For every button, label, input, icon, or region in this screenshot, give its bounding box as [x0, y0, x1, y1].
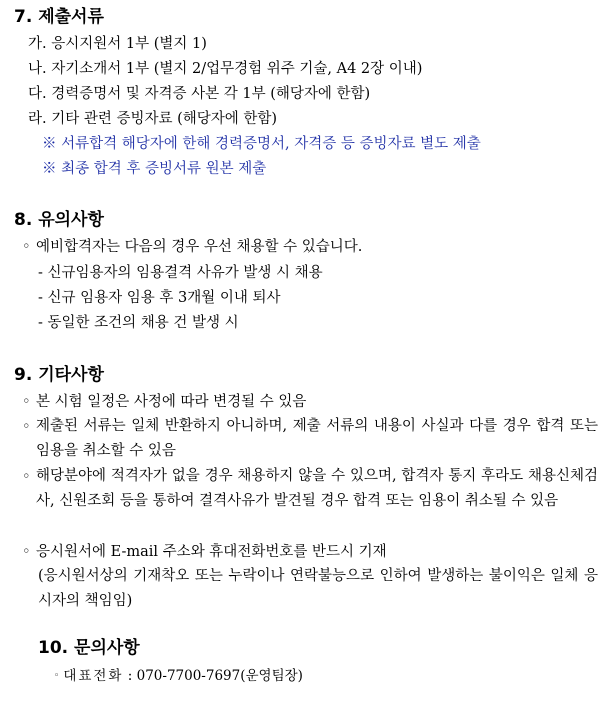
sec7-item-1: 가. 응시지원서 1부 (별지 1)	[28, 36, 207, 52]
sec9-item-1: 본 시험 일정은 사정에 따라 변경될 수 있음	[36, 394, 307, 410]
contact-line	[54, 666, 303, 686]
section-9-heading: 9. 기타사항	[14, 365, 104, 385]
bullet-icon: ◦	[22, 544, 31, 560]
sec8-item-3: - 동일한 조건의 채용 건 발생 시	[38, 315, 239, 331]
contact-label: 대표전화	[63, 668, 124, 684]
sec9-item-4: 응시원서에 E-mail 주소와 휴대전화번호를 반드시 기재	[36, 544, 387, 560]
sec7-item-2: 나. 자기소개서 1부 (별지 2/업무경험 위주 기술, A4 2장 이내)	[28, 61, 423, 77]
sec7-item-3: 다. 경력증명서 및 자격증 사본 각 1부 (해당자에 한함)	[28, 86, 371, 102]
section-7-heading: 7. 제출서류	[14, 7, 104, 27]
sec8-intro: 예비합격자는 다음의 경우 우선 채용할 수 있습니다.	[36, 239, 363, 255]
bullet-icon: ◦	[22, 469, 31, 485]
bullet-icon: ◦	[22, 394, 31, 410]
sec9-item-2: 제출된 서류는 일체 반환하지 아니하며, 제출 서류의 내용이 사실과 다를 경우 합격 또는 임용을 취소할 수 있음	[36, 418, 598, 459]
sec7-note-2: ※ 최종 합격 후 증빙서류 원본 제출	[42, 161, 267, 177]
contact-value: : 070-7700-7697(운영팀장)	[127, 668, 303, 684]
bullet-icon: ◦	[54, 671, 60, 681]
bullet-icon: ◦	[22, 239, 31, 255]
sec7-note-1: ※ 서류합격 해당자에 한해 경력증명서, 자격증 등 증빙자료 별도 제출	[42, 136, 481, 152]
bullet-icon: ◦	[22, 419, 31, 435]
sec9-item-3: 해당분야에 적격자가 없을 경우 채용하지 않을 수 있으며, 합격자 통지 후라도 채용신체검사, 신원조회 등을 통하여 결격사유가 발견될 경우 합격 또는 임용이 취소될 수 있음	[36, 468, 598, 509]
sec8-item-2: - 신규 임용자 임용 후 3개월 이내 퇴사	[38, 290, 281, 306]
sec8-item-1: - 신규임용자의 임용결격 사유가 발생 시 채용	[38, 265, 323, 281]
sec9-note: (응시원서상의 기재착오 또는 누락이나 연락불능으로 인하여 발생하는 불이익은 일체 응시자의 책임임)	[38, 568, 598, 609]
sec7-item-4: 라. 기타 관련 증빙자료 (해당자에 한함)	[28, 111, 278, 127]
section-10-heading: 10. 문의사항	[38, 638, 140, 658]
section-8-heading: 8. 유의사항	[14, 210, 104, 230]
